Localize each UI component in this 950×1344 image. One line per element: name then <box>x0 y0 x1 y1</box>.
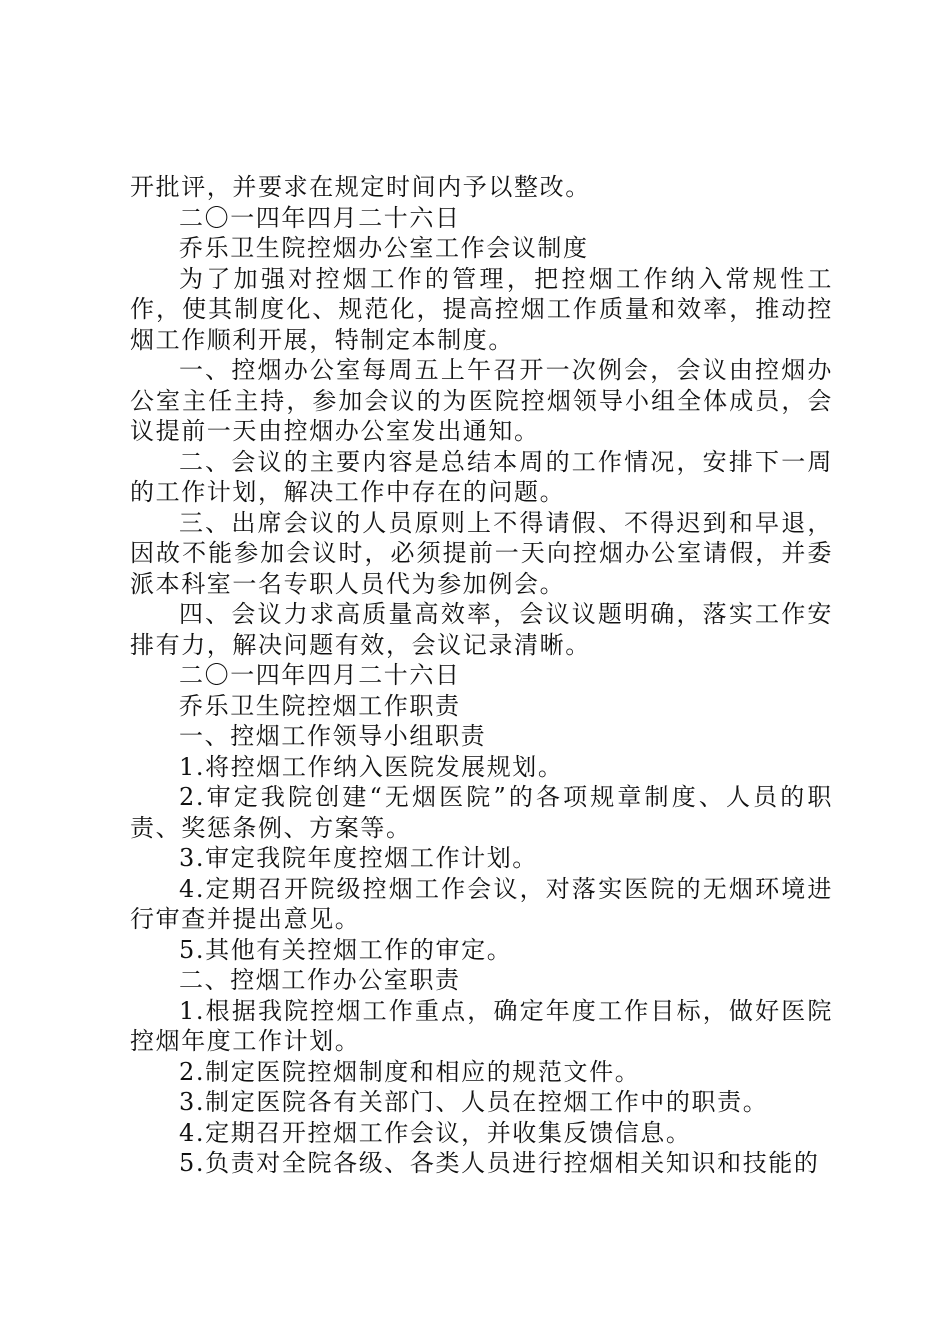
date-line: 二〇一四年四月二十六日 <box>179 661 461 689</box>
list-item: 3.审定我院年度控烟工作计划。 <box>179 844 538 872</box>
paragraph: 开批评，并要求在规定时间内予以整改。 <box>130 173 591 201</box>
section-title: 乔乐卫生院控烟工作职责 <box>179 691 461 720</box>
document-body <box>130 172 833 1179</box>
paragraph: 为了加强对控烟工作的管理，把控烟工作纳入常规性工作，使其制度化、规范化，提高控烟工作质量和效率，推动控烟工作顺利开展，特制定本制度。 <box>130 264 833 354</box>
paragraph: 四、会议力求高质量高效率，会议议题明确，落实工作安排有力，解决问题有效，会议记录清晰。 <box>130 600 833 659</box>
subsection-heading: 二、控烟工作办公室职责 <box>179 966 461 994</box>
list-item: 2.制定医院控烟制度和相应的规范文件。 <box>179 1057 641 1086</box>
paragraph: 二、会议的主要内容是总结本周的工作情况，安排下一周的工作计划，解决工作中存在的问题。 <box>130 447 833 506</box>
subsection-heading: 一、控烟工作领导小组职责 <box>179 722 487 750</box>
list-item: 1.根据我院控烟工作重点，确定年度工作目标，做好医院控烟年度工作计划。 <box>130 996 833 1055</box>
section-title: 乔乐卫生院控烟办公室工作会议制度 <box>179 234 589 262</box>
list-item: 2.审定我院创建“无烟医院”的各项规章制度、人员的职责、奖惩条例、方案等。 <box>130 783 833 842</box>
date-line: 二〇一四年四月二十六日 <box>179 203 461 232</box>
list-item: 5.负责对全院各级、各类人员进行控烟相关知识和技能的 <box>179 1149 820 1177</box>
list-item: 4.定期召开院级控烟工作会议，对落实医院的无烟环境进行审查并提出意见。 <box>130 874 833 933</box>
paragraph: 三、出席会议的人员原则上不得请假、不得迟到和早退，因故不能参加会议时，必须提前一天向控烟办公室请假，并委派本科室一名专职人员代为参加例会。 <box>130 508 833 598</box>
list-item: 1.将控烟工作纳入医院发展规划。 <box>179 752 564 781</box>
list-item: 5.其他有关控烟工作的审定。 <box>179 935 513 964</box>
list-item: 3.制定医院各有关部门、人员在控烟工作中的职责。 <box>179 1088 769 1116</box>
list-item: 4.定期召开控烟工作会议，并收集反馈信息。 <box>179 1118 692 1147</box>
paragraph: 一、控烟办公室每周五上午召开一次例会，会议由控烟办公室主任主持，参加会议的为医院控烟领导小组全体成员，会议提前一天由控烟办公室发出通知。 <box>130 356 833 445</box>
